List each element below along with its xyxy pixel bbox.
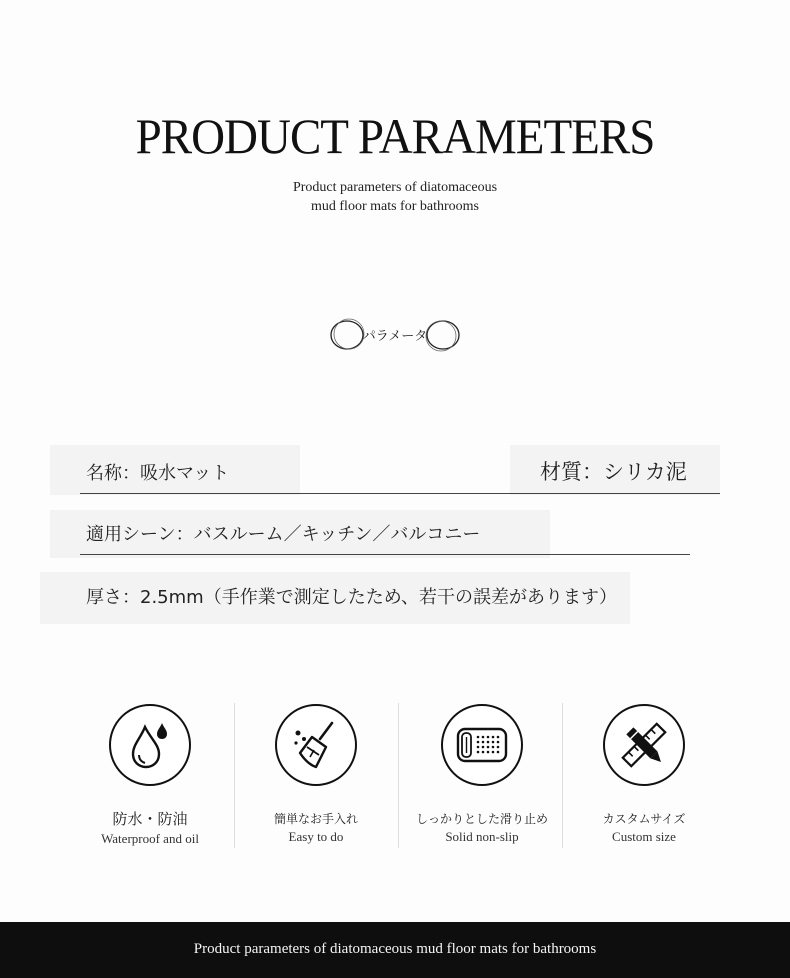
- feature-jp-label: 防水・防油: [112, 810, 188, 828]
- spec-divider-2: [80, 554, 690, 555]
- spec-thickness: 厚さ：2.5mm（手作業で測定したため、若干の誤差があります）: [86, 587, 617, 608]
- parameters-badge: [327, 316, 463, 354]
- feature-divider-1: [234, 703, 235, 848]
- feature-en-label: Waterproof and oil: [101, 831, 199, 846]
- page-subtitle: [0, 178, 790, 216]
- feature-jp-label: しっかりとした滑り止め: [415, 812, 548, 826]
- footer-text: Product parameters of diatomaceous mud floor mats for bathrooms: [193, 941, 597, 957]
- spec-scene: 適用シーン：バスルーム／キッチン／バルコニー: [86, 524, 481, 545]
- feature-divider-3: [562, 703, 563, 848]
- mat-grip-icon: [441, 704, 523, 786]
- broom-icon: [275, 704, 357, 786]
- feature-custom-size: [564, 700, 724, 845]
- ruler-pencil-icon: [603, 704, 685, 786]
- water-drop-icon: [109, 704, 191, 786]
- feature-waterproof: [70, 700, 230, 847]
- subtitle-line-2: mud floor mats for bathrooms: [311, 199, 479, 214]
- feature-jp-label: 簡単なお手入れ: [273, 812, 358, 826]
- feature-jp-label: カスタムサイズ: [602, 812, 686, 826]
- feature-easy-clean: [236, 700, 396, 845]
- page-title: PRODUCT PARAMETERS: [135, 109, 655, 165]
- feature-en-label: Custom size: [612, 829, 676, 844]
- feature-en-label: Easy to do: [288, 829, 344, 844]
- subtitle-line-1: Product parameters of diatomaceous: [292, 180, 498, 195]
- spec-material: 材質：シリカ泥: [540, 460, 687, 484]
- badge-label: パラメータ: [362, 329, 428, 344]
- feature-divider-2: [398, 703, 399, 848]
- spec-divider-1: [80, 493, 720, 494]
- footer-bar: [0, 922, 790, 978]
- feature-en-label: Solid non-slip: [445, 829, 519, 844]
- feature-non-slip: [402, 700, 562, 845]
- spec-name: 名称：吸水マット: [86, 463, 230, 484]
